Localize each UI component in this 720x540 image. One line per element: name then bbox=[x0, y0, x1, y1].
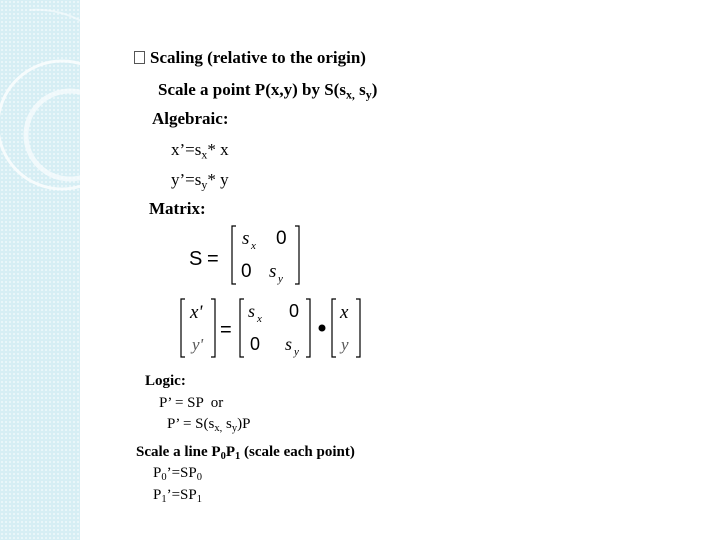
svg-text:x: x bbox=[340, 302, 349, 323]
svg-text:0: 0 bbox=[289, 301, 300, 321]
svg-text:=: = bbox=[207, 248, 219, 270]
svg-text:x': x' bbox=[190, 302, 203, 323]
svg-text:s: s bbox=[269, 261, 277, 282]
algebraic-eq-x: $x’=s_x*$ x bbox=[171, 140, 229, 162]
matrix-label: Matrix: bbox=[149, 199, 206, 218]
logic-line-2: P’ = $S(s_{x,}$ $s_y)P$ bbox=[167, 416, 251, 435]
matrix-equation bbox=[178, 296, 368, 360]
scale-line-eq-1: $P_1’=SP_1$ bbox=[153, 487, 202, 506]
logic-label: Logic: bbox=[145, 373, 186, 389]
svg-text:y': y' bbox=[192, 335, 204, 354]
checkbox-icon bbox=[134, 51, 145, 64]
svg-text:y: y bbox=[278, 273, 283, 285]
svg-text:s: s bbox=[242, 228, 250, 249]
svg-text:x: x bbox=[251, 240, 256, 252]
svg-text:s: s bbox=[248, 301, 256, 321]
algebraic-eq-y: $y’=s_y*$ y bbox=[171, 170, 229, 192]
svg-text:0: 0 bbox=[250, 334, 261, 354]
scale-line-eq-0: $P_0’=SP_0$ bbox=[153, 465, 202, 484]
svg-text:y: y bbox=[341, 335, 349, 354]
scale-matrix bbox=[185, 223, 315, 287]
svg-text:s: s bbox=[285, 334, 293, 354]
sidebar-decoration bbox=[0, 0, 80, 540]
algebraic-label: Algebraic: bbox=[152, 109, 229, 128]
svg-text:S: S bbox=[189, 248, 203, 270]
slide-heading: Scaling (relative to the origin) bbox=[150, 48, 366, 67]
svg-text:=: = bbox=[220, 319, 232, 341]
svg-text:x: x bbox=[257, 313, 262, 325]
scale-point-line: Scale a point P(x,y) by $S(s_{x,}$ $s_y$) bbox=[158, 80, 378, 102]
dot-operator bbox=[319, 325, 326, 332]
logic-line-1: P’ = SP or bbox=[159, 395, 224, 411]
svg-text:0: 0 bbox=[276, 228, 287, 249]
svg-text:y: y bbox=[294, 346, 299, 358]
scale-line-heading: Scale a line $P_0P_1$ (scale each point) bbox=[136, 444, 355, 463]
svg-text:0: 0 bbox=[241, 261, 252, 282]
